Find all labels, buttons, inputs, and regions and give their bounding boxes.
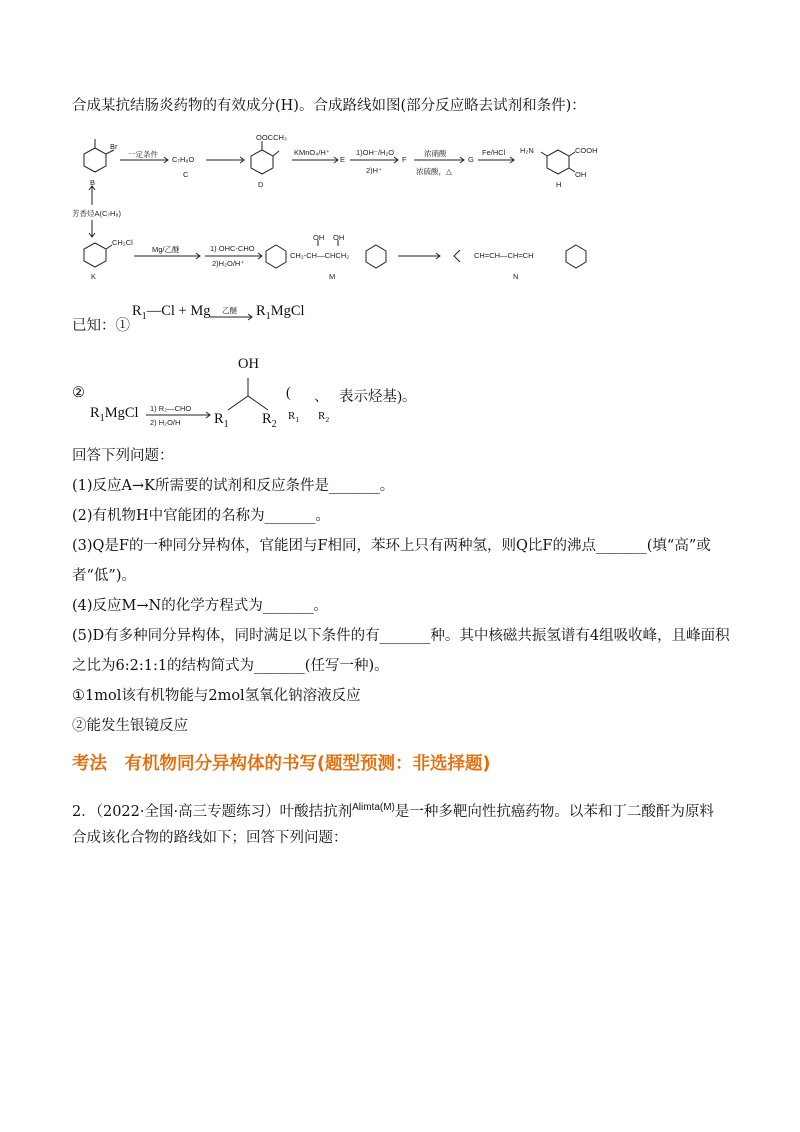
- known-note-tail: 表示烃基)。: [339, 389, 417, 405]
- known-eq2-product-r1: $R_1$: [214, 411, 229, 430]
- intro-text: 合成某抗结肠炎药物的有效成分(H)。合成路线如图(部分反应略去试剂和条件)：: [72, 98, 586, 114]
- cond-B-to-C: 一定条件: [128, 150, 158, 159]
- K-chloromethyl-group: CH₂Cl: [112, 238, 133, 247]
- known-note-r1: $R_1$: [288, 410, 300, 425]
- H-hydroxyl-group: OH: [575, 170, 587, 179]
- D-acetoxy-group: OOCCH₃: [256, 133, 287, 142]
- label-E: E: [340, 155, 346, 164]
- label-C: C: [183, 170, 189, 179]
- label-F: F: [402, 155, 407, 164]
- alcohol-skeleton: [228, 396, 268, 410]
- benzene-ring-D: [251, 150, 273, 174]
- known-eq1-reactants: $R_1—Cl + Mg$: [132, 303, 211, 322]
- cond-mg-ether: Mg/乙醚: [152, 245, 180, 254]
- problem-2-line-2: 合成该化合物的路线如下；回答下列问题：: [72, 830, 348, 846]
- benzene-ring-N-right: [566, 245, 586, 268]
- formula-C: C₇H₈O: [172, 155, 195, 164]
- H-carboxyl-group: COOH: [575, 146, 598, 155]
- known-circle-2: ②: [72, 385, 85, 401]
- label-D: D: [258, 180, 264, 189]
- condition-1: ①1mol该有机物能与2mol氢氧化钠溶液反应: [72, 688, 361, 704]
- known-note-r2: $R_2$: [318, 410, 330, 425]
- known-eq2-product-r2: $R_2$: [262, 411, 277, 430]
- known-note-sep: 、: [314, 389, 329, 405]
- cond-glyoxal-2: 2)H₂O/H⁺: [212, 259, 245, 268]
- question-2: (2)有机物H中官能团的名称为_______。: [72, 508, 330, 524]
- cond-fe-hcl: Fe/HCl: [482, 148, 506, 157]
- benzene-ring-M-right: [366, 245, 386, 268]
- condition-2: ②能发生银镜反应: [72, 718, 188, 734]
- answer-prompt: 回答下列问题：: [72, 448, 174, 464]
- label-A: 芳香烃A(C₇H₈): [72, 209, 122, 218]
- known-eq2-reactant: $R_1MgCl$: [90, 405, 139, 424]
- benzene-ring-M-left: [266, 245, 286, 268]
- known-note-open: (: [286, 385, 291, 401]
- benzene-ring-N-left: [454, 250, 460, 262]
- known-eq1-product: $R_1MgCl$: [256, 303, 305, 322]
- label-M: M: [329, 272, 336, 281]
- benzene-ring-K: [84, 243, 106, 267]
- cond-kmno4: KMnO₄/H⁺: [294, 148, 330, 157]
- cond-glyoxal-1: 1) OHC-CHO: [210, 244, 255, 253]
- known-label: 已知：①: [72, 318, 130, 334]
- question-4: (4)反应M→N的化学方程式为_______。: [72, 598, 328, 614]
- label-G: G: [468, 155, 474, 164]
- benzene-ring-B: [84, 148, 106, 172]
- label-Br: Br: [110, 142, 118, 151]
- label-B: B: [90, 178, 96, 187]
- cond-hydrolysis-2: 2)H⁺: [366, 166, 383, 175]
- question-5: (5)D有多种同分异构体，同时满足以下条件的有_______种。其中核磁共振氢谱有4组吸收峰，且峰面积: [72, 628, 730, 644]
- benzene-ring-H: [547, 150, 569, 174]
- problem-2-line-1: 2．（2022·全国·高三专题练习）叶酸拮抗剂$^{Alimta(M)}$是一种多靶向性抗癌药物。以苯和丁二酸酐为原料: [72, 802, 714, 820]
- label-N: N: [513, 272, 519, 281]
- known-eq2-oh: OH: [238, 356, 259, 372]
- known-eq2-cond-1: 1) R₂—CHO: [150, 404, 192, 413]
- M-hydroxyl-2: OH: [333, 233, 345, 242]
- question-5-cont: 之比为6:2:1:1的结构简式为_______(任写一种)。: [72, 658, 389, 674]
- cond-nitration-2: 浓硫酸，△: [416, 167, 452, 176]
- question-3: (3)Q是F的一种同分异构体，官能团与F相同，苯环上只有两种氢，则Q比F的沸点_______(填“高”或: [72, 538, 711, 554]
- cond-nitration-1: 浓硝酸: [424, 149, 447, 158]
- M-chain: CH₂-CH—CHCH₂: [290, 251, 350, 260]
- label-K: K: [91, 272, 97, 281]
- question-3-cont: 者“低”)。: [72, 568, 136, 584]
- cond-hydrolysis-1: 1)OH⁻/H₂O: [356, 148, 395, 157]
- known-eq2-cond-2: 2) H₂O/H: [150, 418, 181, 427]
- section-heading: 考法 有机物同分异构体的书写(题型预测：非选择题): [72, 754, 491, 774]
- question-1: (1)反应A→K所需要的试剂和反应条件是_______。: [72, 478, 395, 494]
- label-H: H: [556, 180, 562, 189]
- N-chain: CH=CH—CH=CH: [474, 251, 534, 260]
- M-hydroxyl-1: OH: [313, 233, 325, 242]
- H-amine-group: H₂N: [520, 146, 534, 155]
- known-eq1-condition: 乙醚: [222, 306, 237, 315]
